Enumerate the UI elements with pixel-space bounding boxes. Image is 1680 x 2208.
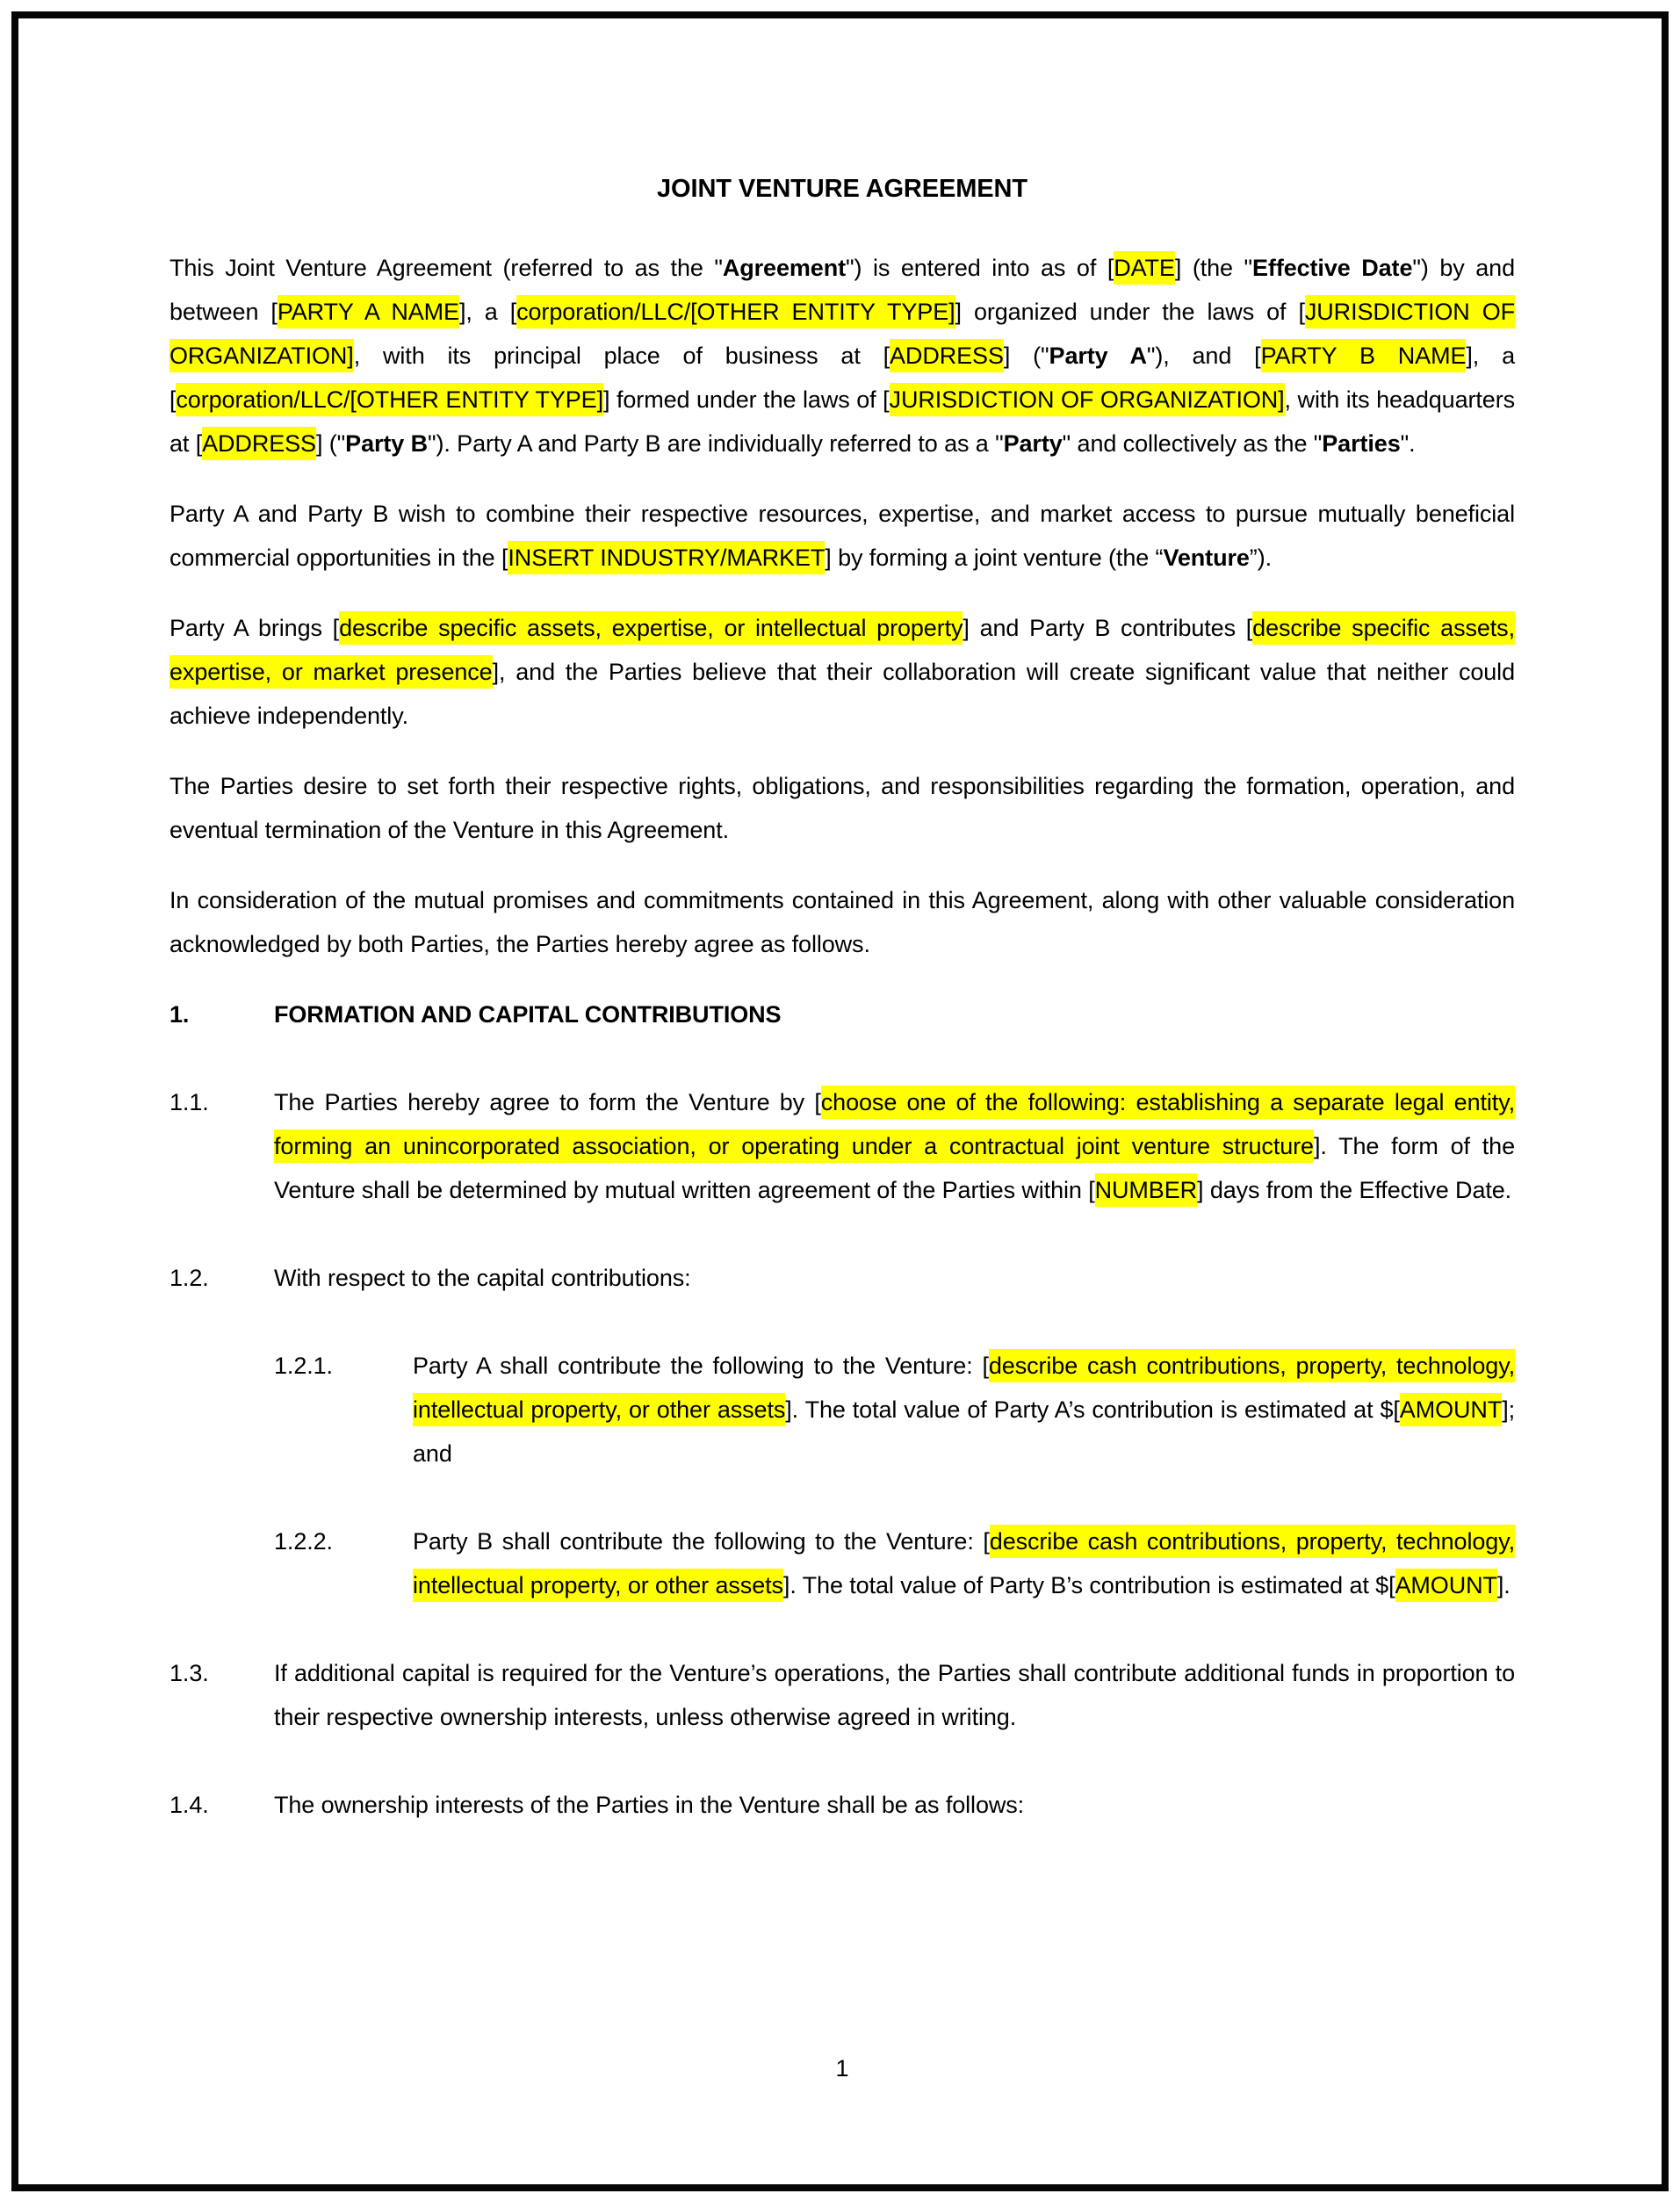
defined-term-party-b: Party B	[345, 430, 428, 457]
placeholder-party-b-name: PARTY B NAME	[1261, 339, 1467, 372]
text-run: ".	[1400, 430, 1416, 457]
text-run: ]. The form of the Venture shall be determined by mutual written agreement of the Parties within [	[274, 1133, 1515, 1203]
text-run: Party A brings [	[169, 615, 340, 641]
placeholder-jurisdiction: JURISDICTION OF ORGANIZATION]	[890, 383, 1285, 416]
placeholder-party-b-contributions: describe cash contributions, property, technology, intellectual property, or other assets	[413, 1525, 1515, 1602]
document-content	[169, 167, 1515, 1871]
text-run: This Joint Venture Agreement (referred to as the "	[169, 255, 723, 281]
text-run: ], and the Parties believe that their collaboration will create significant value that neither could achieve independently.	[169, 659, 1515, 729]
defined-term-party: Party	[1003, 430, 1063, 457]
text-run: Party A shall contribute the following to the Venture: [	[413, 1353, 989, 1379]
placeholder-address: ADDRESS	[890, 339, 1004, 372]
placeholder-date: DATE	[1114, 251, 1175, 285]
text-run: , with its headquarters at [	[169, 386, 1515, 457]
text-run: ") by and between [	[169, 255, 1515, 325]
text-run: ]. The total value of Party B’s contribution is estimated at $[	[782, 1572, 1395, 1598]
intro-paragraph-consideration: In consideration of the mutual promises and commitments contained in this Agreement, along with other valuable consideration acknowledged by both Parties, the Parties hereby agree as follows.	[169, 887, 1515, 957]
clause-1-1	[169, 1080, 1515, 1212]
placeholder-entity-type: corporation/LLC/[OTHER ENTITY TYPE]	[176, 383, 603, 416]
clause-1-2-1	[169, 1344, 1515, 1476]
text-run: ") is entered into as of [	[846, 255, 1114, 281]
clause-1-2	[169, 1256, 1515, 1300]
placeholder-party-b-assets: describe specific assets, expertise, or market presence	[169, 611, 1515, 689]
clause-number: 1.2.1.	[274, 1353, 333, 1379]
text-run: ]; and	[413, 1396, 1516, 1467]
clause-1-2-2	[169, 1519, 1515, 1607]
clause-1-3	[169, 1651, 1515, 1739]
placeholder-industry-market: INSERT INDUSTRY/MARKET	[508, 541, 825, 574]
text-run: Party A and Party B wish to combine their respective resources, expertise, and market access to pursue mutually beneficial commercial opportunities in the [	[169, 501, 1515, 571]
defined-term-effective-date: Effective Date	[1252, 255, 1413, 281]
defined-term-agreement: Agreement	[722, 255, 846, 281]
placeholder-amount: AMOUNT	[1395, 1569, 1497, 1602]
defined-term-party-a: Party A	[1049, 343, 1147, 369]
clause-body	[413, 1519, 1515, 1607]
document-title: JOINT VENTURE AGREEMENT	[657, 175, 1027, 203]
clause-body: With respect to the capital contributions:	[274, 1265, 691, 1291]
placeholder-party-a-contributions: describe cash contributions, property, technology, intellectual property, or other assets	[413, 1349, 1515, 1426]
text-run: Party B shall contribute the following to the Venture: [	[413, 1528, 990, 1555]
defined-term-parties: Parties	[1322, 430, 1401, 457]
clause-body	[413, 1344, 1515, 1476]
text-run: ] days from the Effective Date.	[1197, 1177, 1512, 1203]
text-run: , with its principal place of business at [	[353, 343, 890, 369]
text-run: ] formed under the laws of [	[602, 386, 890, 413]
text-run: " and collectively as the "	[1062, 430, 1323, 457]
intro-paragraph-purpose	[169, 492, 1515, 580]
placeholder-party-a-name: PARTY A NAME	[278, 295, 459, 328]
text-run: ] and Party B contributes [	[963, 615, 1253, 641]
clause-body: If additional capital is required for the Venture’s operations, the Parties shall contribute additional funds in proportion to their respective ownership interests, unless otherwise agreed in writing.	[274, 1660, 1515, 1730]
clause-number: 1.2.	[169, 1265, 209, 1291]
placeholder-amount: AMOUNT	[1400, 1393, 1502, 1426]
text-run: ] organized under the laws of [	[955, 299, 1305, 325]
text-run: ], a [	[458, 299, 517, 325]
section-number: 1.	[169, 1001, 190, 1028]
clause-number: 1.3.	[169, 1660, 209, 1686]
text-run: ] ("	[315, 430, 346, 457]
defined-term-venture: Venture	[1163, 545, 1250, 571]
placeholder-number-days: NUMBER	[1095, 1173, 1197, 1207]
clause-number: 1.2.2.	[274, 1528, 333, 1555]
text-run: ], a [	[169, 343, 1515, 413]
clause-number: 1.1.	[169, 1089, 209, 1115]
text-run: ] by forming a joint venture (the “	[825, 545, 1164, 571]
text-run: ”).	[1249, 545, 1272, 571]
text-run: The Parties hereby agree to form the Venture by [	[274, 1089, 821, 1115]
intro-paragraph-contributions	[169, 606, 1515, 738]
intro-paragraph-parties	[169, 246, 1515, 465]
text-run: ] ("	[1003, 343, 1049, 369]
text-run: ].	[1496, 1572, 1511, 1598]
section-1-heading	[169, 992, 1515, 1036]
placeholder-jurisdiction: JURISDICTION OF ORGANIZATION]	[169, 295, 1515, 372]
clause-body: The ownership interests of the Parties in the Venture shall be as follows:	[274, 1792, 1025, 1818]
placeholder-formation-options: choose one of the following: establishing a separate legal entity, forming an unincorporated association, or operating under a contractual joint venture structure	[274, 1086, 1515, 1163]
clause-1-4	[169, 1783, 1515, 1827]
clause-body	[274, 1080, 1515, 1212]
intro-paragraph-desire: The Parties desire to set forth their respective rights, obligations, and responsibilities regarding the formation, operation, and eventual termination of the Venture in this Agreement.	[169, 773, 1515, 843]
placeholder-address: ADDRESS	[202, 427, 316, 460]
placeholder-entity-type: corporation/LLC/[OTHER ENTITY TYPE]	[516, 295, 955, 328]
text-run: ]. The total value of Party A’s contribution is estimated at $[	[785, 1396, 1400, 1423]
section-title: FORMATION AND CAPITAL CONTRIBUTIONS	[274, 1001, 782, 1028]
page-number: 1	[835, 2055, 849, 2082]
text-run: "), and [	[1146, 343, 1261, 369]
placeholder-party-a-assets: describe specific assets, expertise, or intellectual property	[339, 611, 963, 645]
text-run: ] (the "	[1174, 255, 1253, 281]
clause-number: 1.4.	[169, 1792, 209, 1818]
text-run: "). Party A and Party B are individually referred to as a "	[428, 430, 1004, 457]
